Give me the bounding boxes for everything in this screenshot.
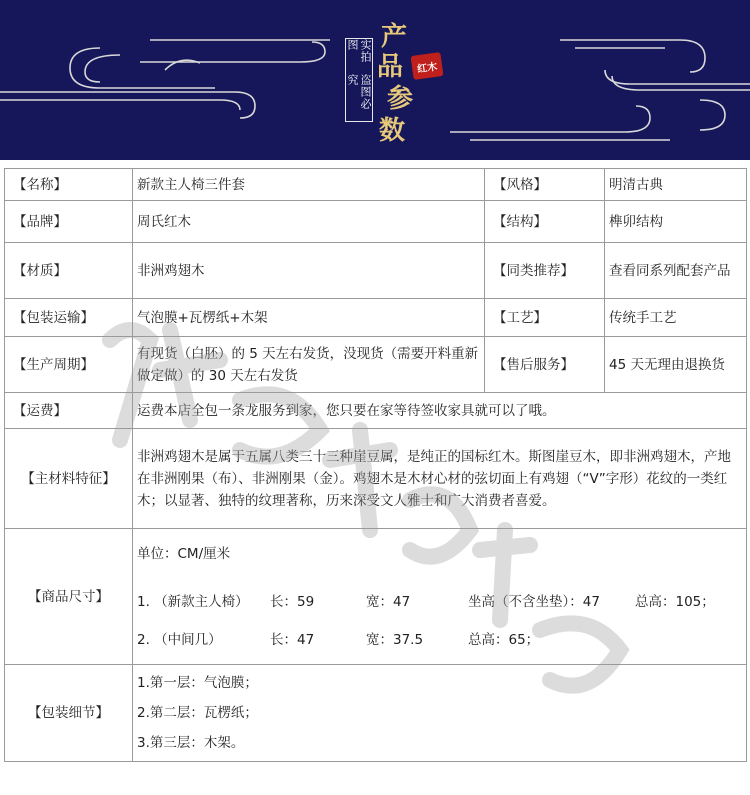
after-sales-label: 【售后服务】 bbox=[485, 337, 605, 393]
pack-layer: 3.第三层：木架。 bbox=[137, 735, 245, 751]
size-label: 【商品尺寸】 bbox=[5, 529, 133, 665]
product-parameters-table bbox=[4, 168, 747, 762]
pack-layer: 1.第一层：气泡膜； bbox=[137, 675, 258, 691]
item1-total-height: 总高：105； bbox=[635, 594, 715, 610]
cycle-label: 【生产周期】 bbox=[5, 337, 133, 393]
seal-stamp: 红木 bbox=[410, 52, 443, 80]
item1-name: 1. （新款主人椅） bbox=[137, 594, 249, 610]
feature-value: 非洲鸡翅木是属于五属八类三十三种崖豆属，是纯正的国标红木。斯图崖豆木，即非洲鸡翅木，产地在非洲刚果（布）、非洲刚果（金）。鸡翅木是木材心材的弦切面上有鸡翅（“V”字形）花纹的一类红木；以显著、独特的纹理著称，历来深受文人雅士和广大消费者喜爱。 bbox=[133, 429, 747, 529]
pack-layer: 2.第二层：瓦楞纸； bbox=[137, 705, 258, 721]
authentic-photo-label: 实拍图 盗图必究 bbox=[345, 38, 373, 122]
name-label: 【名称】 bbox=[5, 169, 133, 201]
similar-link[interactable]: 查看同系列配套产品 bbox=[605, 243, 747, 299]
freight-label: 【运费】 bbox=[5, 393, 133, 429]
table-row bbox=[5, 665, 747, 762]
size-unit: 单位：CM/厘米 bbox=[137, 546, 231, 562]
title-char: 产 bbox=[381, 22, 408, 52]
after-sales-value: 45 天无理由退换货 bbox=[605, 337, 747, 393]
structure-value: 榫卯结构 bbox=[605, 201, 747, 243]
item2-width: 宽：37.5 bbox=[366, 632, 424, 648]
item1-width: 宽：47 bbox=[366, 594, 411, 610]
craft-value: 传统手工艺 bbox=[605, 299, 747, 337]
material-label: 【材质】 bbox=[5, 243, 133, 299]
size-details bbox=[133, 529, 747, 665]
style-value: 明清古典 bbox=[605, 169, 747, 201]
cycle-value: 有现货（白胚）的 5 天左右发货，没现货（需要开料重新做定做）的 30 天左右发货 bbox=[133, 337, 485, 393]
item2-total-height: 总高：65； bbox=[468, 632, 540, 648]
craft-label: 【工艺】 bbox=[485, 299, 605, 337]
item2-name: 2. （中间几） bbox=[137, 632, 222, 648]
similar-label: 【同类推荐】 bbox=[485, 243, 605, 299]
table-row bbox=[5, 299, 747, 337]
brand-value: 周氏红木 bbox=[133, 201, 485, 243]
pack-detail-label: 【包装细节】 bbox=[5, 665, 133, 762]
freight-value: 运费本店全包一条龙服务到家，您只要在家等待签收家具就可以了哦。 bbox=[133, 393, 747, 429]
item1-length: 长：59 bbox=[270, 594, 315, 610]
header-banner bbox=[0, 0, 750, 160]
title-char: 品 bbox=[377, 52, 404, 82]
item1-seat-height: 坐高（不含坐垫）：47 bbox=[468, 594, 600, 610]
material-value: 非洲鸡翅木 bbox=[133, 243, 485, 299]
table-row bbox=[5, 429, 747, 529]
brand-label: 【品牌】 bbox=[5, 201, 133, 243]
title-char: 参 bbox=[387, 84, 414, 114]
table-row bbox=[5, 201, 747, 243]
packing-value: 气泡膜+瓦楞纸+木架 bbox=[133, 299, 485, 337]
name-value: 新款主人椅三件套 bbox=[133, 169, 485, 201]
table-row bbox=[5, 337, 747, 393]
packing-label: 【包装运输】 bbox=[5, 299, 133, 337]
table-row bbox=[5, 393, 747, 429]
table-row bbox=[5, 169, 747, 201]
banner-title bbox=[375, 16, 435, 146]
table-row bbox=[5, 529, 747, 665]
feature-label: 【主材料特征】 bbox=[5, 429, 133, 529]
pack-detail-list bbox=[133, 665, 747, 762]
structure-label: 【结构】 bbox=[485, 201, 605, 243]
title-char: 数 bbox=[379, 116, 406, 146]
table-row bbox=[5, 243, 747, 299]
item2-length: 长：47 bbox=[270, 632, 315, 648]
style-label: 【风格】 bbox=[485, 169, 605, 201]
